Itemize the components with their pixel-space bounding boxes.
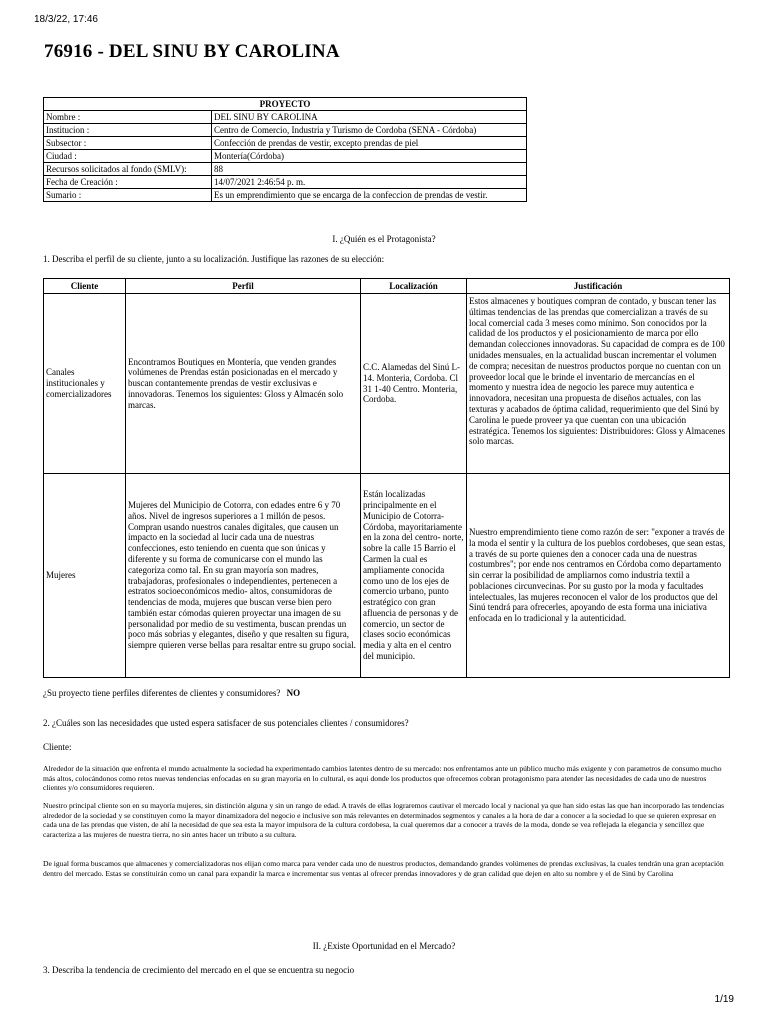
project-row xyxy=(44,124,527,137)
col-header-perfil: Perfil xyxy=(126,279,361,294)
page-number: 1/19 xyxy=(714,994,734,1005)
cell-justificacion: Estos almacenes y boutiques compran de contado, y buscan tener las últimas tendencias de las prendas que comercializan a través de su local comercial cada 3 meses como mínimo. Son conocidos por la calidad de los productos y el posicionamiento de marca por ello demandan colecciones innovadoras. Su capacidad de compra es de 100 unidades mensuales, en la actualidad buscan incrementar el volumen de compra; necesitan de nuestros productos porque no cuentan con un proveedor local que le brinde el inventario de mercancías en el momento y nuestra idea de negocio les parece muy autentica e innovadora, necesitan una propuesta de diseños actuales, con las texturas y acabados de óptima calidad, requerimiento que del Sinú by Carolina le puede proveer ya que cuentan con una ubicación estratégica. Tenemos los siguientes: Distribuidores: Gloss y Almacenes solo marcas. xyxy=(467,294,730,474)
project-value: Es un emprendimiento que se encarga de la confeccion de prendas de vestir. xyxy=(212,189,527,202)
project-row xyxy=(44,176,527,189)
project-label: Ciudad : xyxy=(44,150,212,163)
project-value: 14/07/2021 2:46:54 p. m. xyxy=(212,176,527,189)
question-1: 1. Describa el perfil de su cliente, junto a su localización. Justifique las razones de su elección: xyxy=(43,254,385,264)
project-value: Centro de Comercio, Industria y Turismo de Cordoba (SENA - Córdoba) xyxy=(212,124,527,137)
project-value: 88 xyxy=(212,163,527,176)
section-heading-opportunity: II. ¿Existe Oportunidad en el Mercado? xyxy=(312,941,456,951)
different-profiles-answer: NO xyxy=(286,688,301,698)
question-2: 2. ¿Cuáles son las necesidades que usted espera satisfacer de sus potenciales clientes / consumidores? xyxy=(43,718,409,728)
profile-header-row xyxy=(44,279,730,294)
project-value: Confección de prendas de vestir, excepto prendas de piel xyxy=(212,137,527,150)
project-label: Recursos solicitados al fondo (SMLV): xyxy=(44,163,212,176)
page-title: 76916 - DEL SINU BY CAROLINA xyxy=(44,41,340,62)
project-label: Sumario : xyxy=(44,189,212,202)
cell-cliente: Canales institucionales y comercializadores xyxy=(44,294,126,474)
col-header-localizacion: Localización xyxy=(361,279,467,294)
client-profile-table xyxy=(43,278,730,678)
project-row xyxy=(44,137,527,150)
col-header-cliente: Cliente xyxy=(44,279,126,294)
needs-paragraph-1: Alrededor de la situación que enfrenta el mundo actualmente la sociedad ha experimentado cambios latentes dentro de su mercado: nos enfrentamos ante un público mucho más exigente y con parametros de consumo mucho más altos, colocándonos como retos nuevas tendencias enfocadas en su gran mayoria en lo cultural, es aqui donde los productos que ofrecemos cobran protagonismo para atender las necesidades de cada uno de nuestros clientes y/o consumidores requieren. xyxy=(43,764,722,793)
project-row xyxy=(44,111,527,124)
project-table-header-row xyxy=(44,98,527,111)
table-row xyxy=(44,294,730,474)
cell-localizacion: Están localizadas principalmente en el Municipio de Cotorra-Córdoba, mayoritariamente en la zona del centro- norte, sobre la calle 15 Barrio el Carmen la cual es ampliamente conocida como uno de los ejes de comercio urbano, punto estratégico con gran afluencia de personas y de comercio, un sector de clases socio económicas media y alta en el centro del municipio. xyxy=(361,474,467,678)
cell-perfil: Encontramos Boutiques en Montería, que venden grandes volúmenes de Prendas están posicionadas en el mercado y buscan contantemente prendas de vestir exclusivas e innovadoras. Tenemos los siguientes: Gloss y Almacén solo marcas. xyxy=(126,294,361,474)
different-profiles-line xyxy=(43,688,300,698)
project-heading: PROYECTO xyxy=(44,98,527,111)
needs-paragraph-3: De igual forma buscamos que almacenes y comercializadoras nos elijan como marca para vender cada uno de nuestros productos, demandando grandes volúmenes de prendas exclusivas, la cuales tendrán una gran aceptación dentro del mercado. Estas se constituirán como un canal para expandir la marca e incrementar sus ventas al ofrecer prendas innovadores y de gran calidad que dejen en alto su nombre y el de Sinú by Carolina xyxy=(43,859,724,878)
project-value: DEL SINU BY CAROLINA xyxy=(212,111,527,124)
cell-localizacion: C.C. Alamedas del Sinú L-14. Monteria, Cordoba. Cl 31 1-40 Centro. Monteria, Cordoba. xyxy=(361,294,467,474)
different-profiles-question: ¿Su proyecto tiene perfiles diferentes de clientes y consumidores? xyxy=(43,688,281,698)
table-row xyxy=(44,474,730,678)
project-row xyxy=(44,150,527,163)
project-label: Institucion : xyxy=(44,124,212,137)
section-heading-protagonist: I. ¿Quién es el Protagonista? xyxy=(332,234,436,244)
project-label: Fecha de Creación : xyxy=(44,176,212,189)
project-table xyxy=(43,97,527,202)
print-timestamp: 18/3/22, 17:46 xyxy=(34,14,98,25)
col-header-justificacion: Justificación xyxy=(467,279,730,294)
project-row xyxy=(44,189,527,202)
project-value: Montería(Córdoba) xyxy=(212,150,527,163)
question-3: 3. Describa la tendencia de crecimiento del mercado en el que se encuentra su negocio xyxy=(43,965,355,975)
project-row xyxy=(44,163,527,176)
cell-cliente: Mujeres xyxy=(44,474,126,678)
needs-paragraph-2: Nuestro principal cliente son en su mayoría mujeres, sin distinción alguna y sin un rango de edad. A través de ellas lograremos cautivar el mercado local y nacional ya que han sido estas las que han incorporado las tendencias alrededor de la sociedad y se constituyen como la mayor dinamizadora del negocio e inclusive son más relevantes en determinados segmentos y canales a la hora de dar a conocer a la sociedad lo que se quieren expresar en cada una de las prendas que visten, de ahí la necesidad de que sea esta la mayor impulsora de la cultura cordobesa, la cual queremos dar a conocer a través de la moda, donde se vea reflejada la elegancia y sencillez que caracteriza a las mujeres de nuestra tierra, no sin antes hacer un tributo a su cultura. xyxy=(43,801,725,839)
client-label: Cliente: xyxy=(43,742,72,752)
project-label: Subsector : xyxy=(44,137,212,150)
cell-perfil: Mujeres del Municipio de Cotorra, con edades entre 6 y 70 años. Nivel de ingresos superiores a 1 millón de pesos. Compran usando nuestros canales digitales, que causen un impacto en la sociedad al lucir cada una de nuestras confecciones, esto teniendo en cuenta que son únicas y diferente y su forma de comunicarse con el mundo las categoriza como tal. En su gran mayoría son madres, trabajadoras, profesionales o independientes, pertenecen a estratos socioeconómicos medio- altos, consumidoras de tendencias de moda, mujeres que buscan verse bien pero también estar cómodas quieren proyectar una imagen de su personalidad por medio de su vestimenta, buscan prendas un poco más sobrias y elegantes, diseño y que resalten su figura, siempre quieren verse bellas para resaltar entre su grupo social. xyxy=(126,474,361,678)
project-label: Nombre : xyxy=(44,111,212,124)
cell-justificacion: Nuestro emprendimiento tiene como razón de ser: "exponer a través de la moda el sentir y la cultura de los pueblos cordobeses, que sean estas, a través de su porte quienes den a conocer cada una de nuestras costumbres"; por ende nos centramos en Córdoba como departamento sin cerrar la posibilidad de ampliarnos como industria textil a poblaciones circunvecinas. Por su gusto por la moda y facultades intelectuales, las mujeres reconocen el valor de los productos que del Sinú tendrá para ofrecerles, apoyando de esta forma una iniciativa enfocada en lo tradicional y la autenticidad. xyxy=(467,474,730,678)
